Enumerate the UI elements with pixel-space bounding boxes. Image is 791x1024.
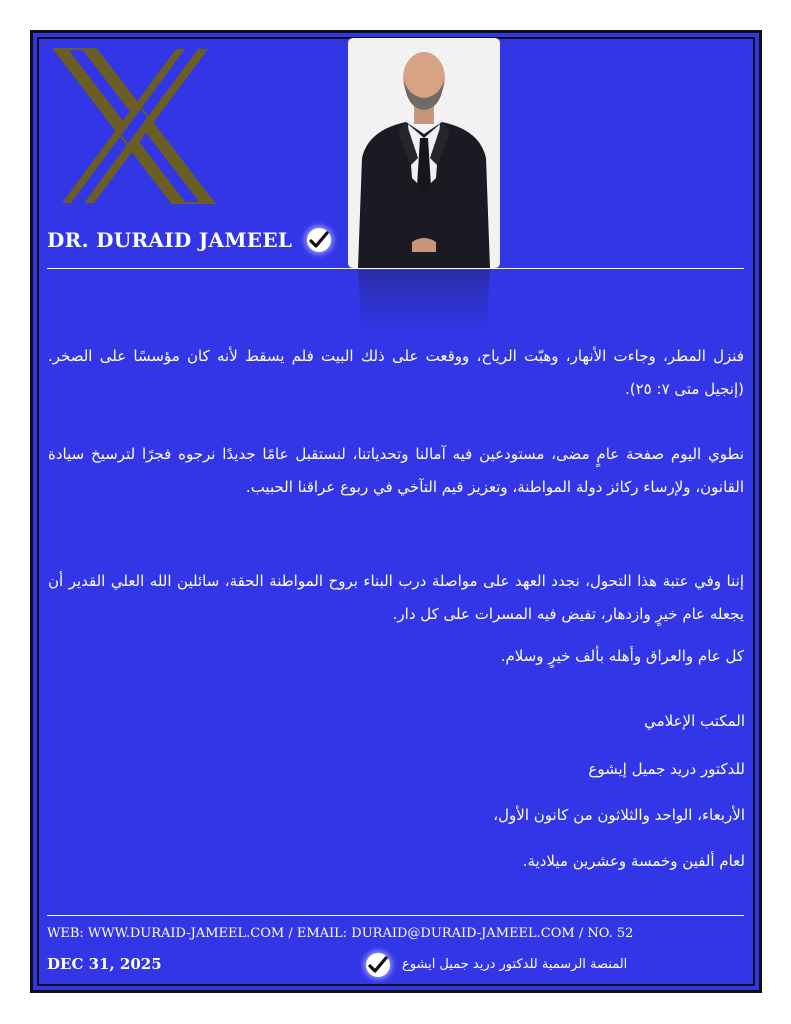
verse-quote: فنزل المطر، وجاءت الأنهار، وهبّت الرياح، ووقعت على ذلك البيت فلم يسقط لأنه كان مؤسسًا على الصخر. (إنجيل متى ٧: ٢٥).: [48, 347, 744, 398]
footer-contact: WEB: WWW.DURAID-JAMEEL.COM / EMAIL: DURAID@DURAID-JAMEEL.COM / NO. 52: [47, 926, 634, 941]
signature-date: الأربعاء، الواحد والثلاثون من كانون الأول،: [493, 806, 745, 824]
signature-office: المكتب الإعلامي: [644, 712, 745, 730]
header-divider: [47, 268, 744, 269]
greeting: كل عام والعراق وأهله بألف خيرٍ وسلام.: [500, 647, 744, 665]
footer-date: DEC 31, 2025: [47, 955, 162, 973]
portrait-photo: [348, 38, 500, 268]
x-logo-icon: [50, 45, 218, 207]
footer-divider: [47, 915, 744, 916]
paragraph-1: نطوي اليوم صفحة عامٍ مضى، مستودعين فيه آمالنا وتحدياتنا، لنستقبل عامًا جديدًا نرجوه فجرًا لترسيخ سيادة القانون، ولإرساء ركائز دولة المواطنة، وتعزيز قيم التآخي في ربوع عراقنا الحبيب.: [48, 445, 744, 496]
verified-check-icon: [366, 953, 390, 977]
paragraph-2: إننا وفي عتبة هذا التحول، نجدد العهد على مواصلة درب البناء بروح المواطنة الحقة، سائلين الله العلي القدير أن يجعله عام خيرٍ وازدهار، تفيض فيه المسرات على كل دار.: [48, 572, 744, 623]
signature-for: للدكتور دريد جميل إيشوع: [588, 760, 745, 778]
official-platform-label: المنصة الرسمية للدكتور دريد جميل ايشوع: [402, 957, 628, 972]
person-name: DR. DURAID JAMEEL: [47, 228, 293, 252]
verified-check-icon: [307, 228, 331, 252]
signature-year: لعام ألفين وخمسة وعشرين ميلادية.: [522, 852, 745, 870]
portrait-reflection: [348, 270, 500, 330]
